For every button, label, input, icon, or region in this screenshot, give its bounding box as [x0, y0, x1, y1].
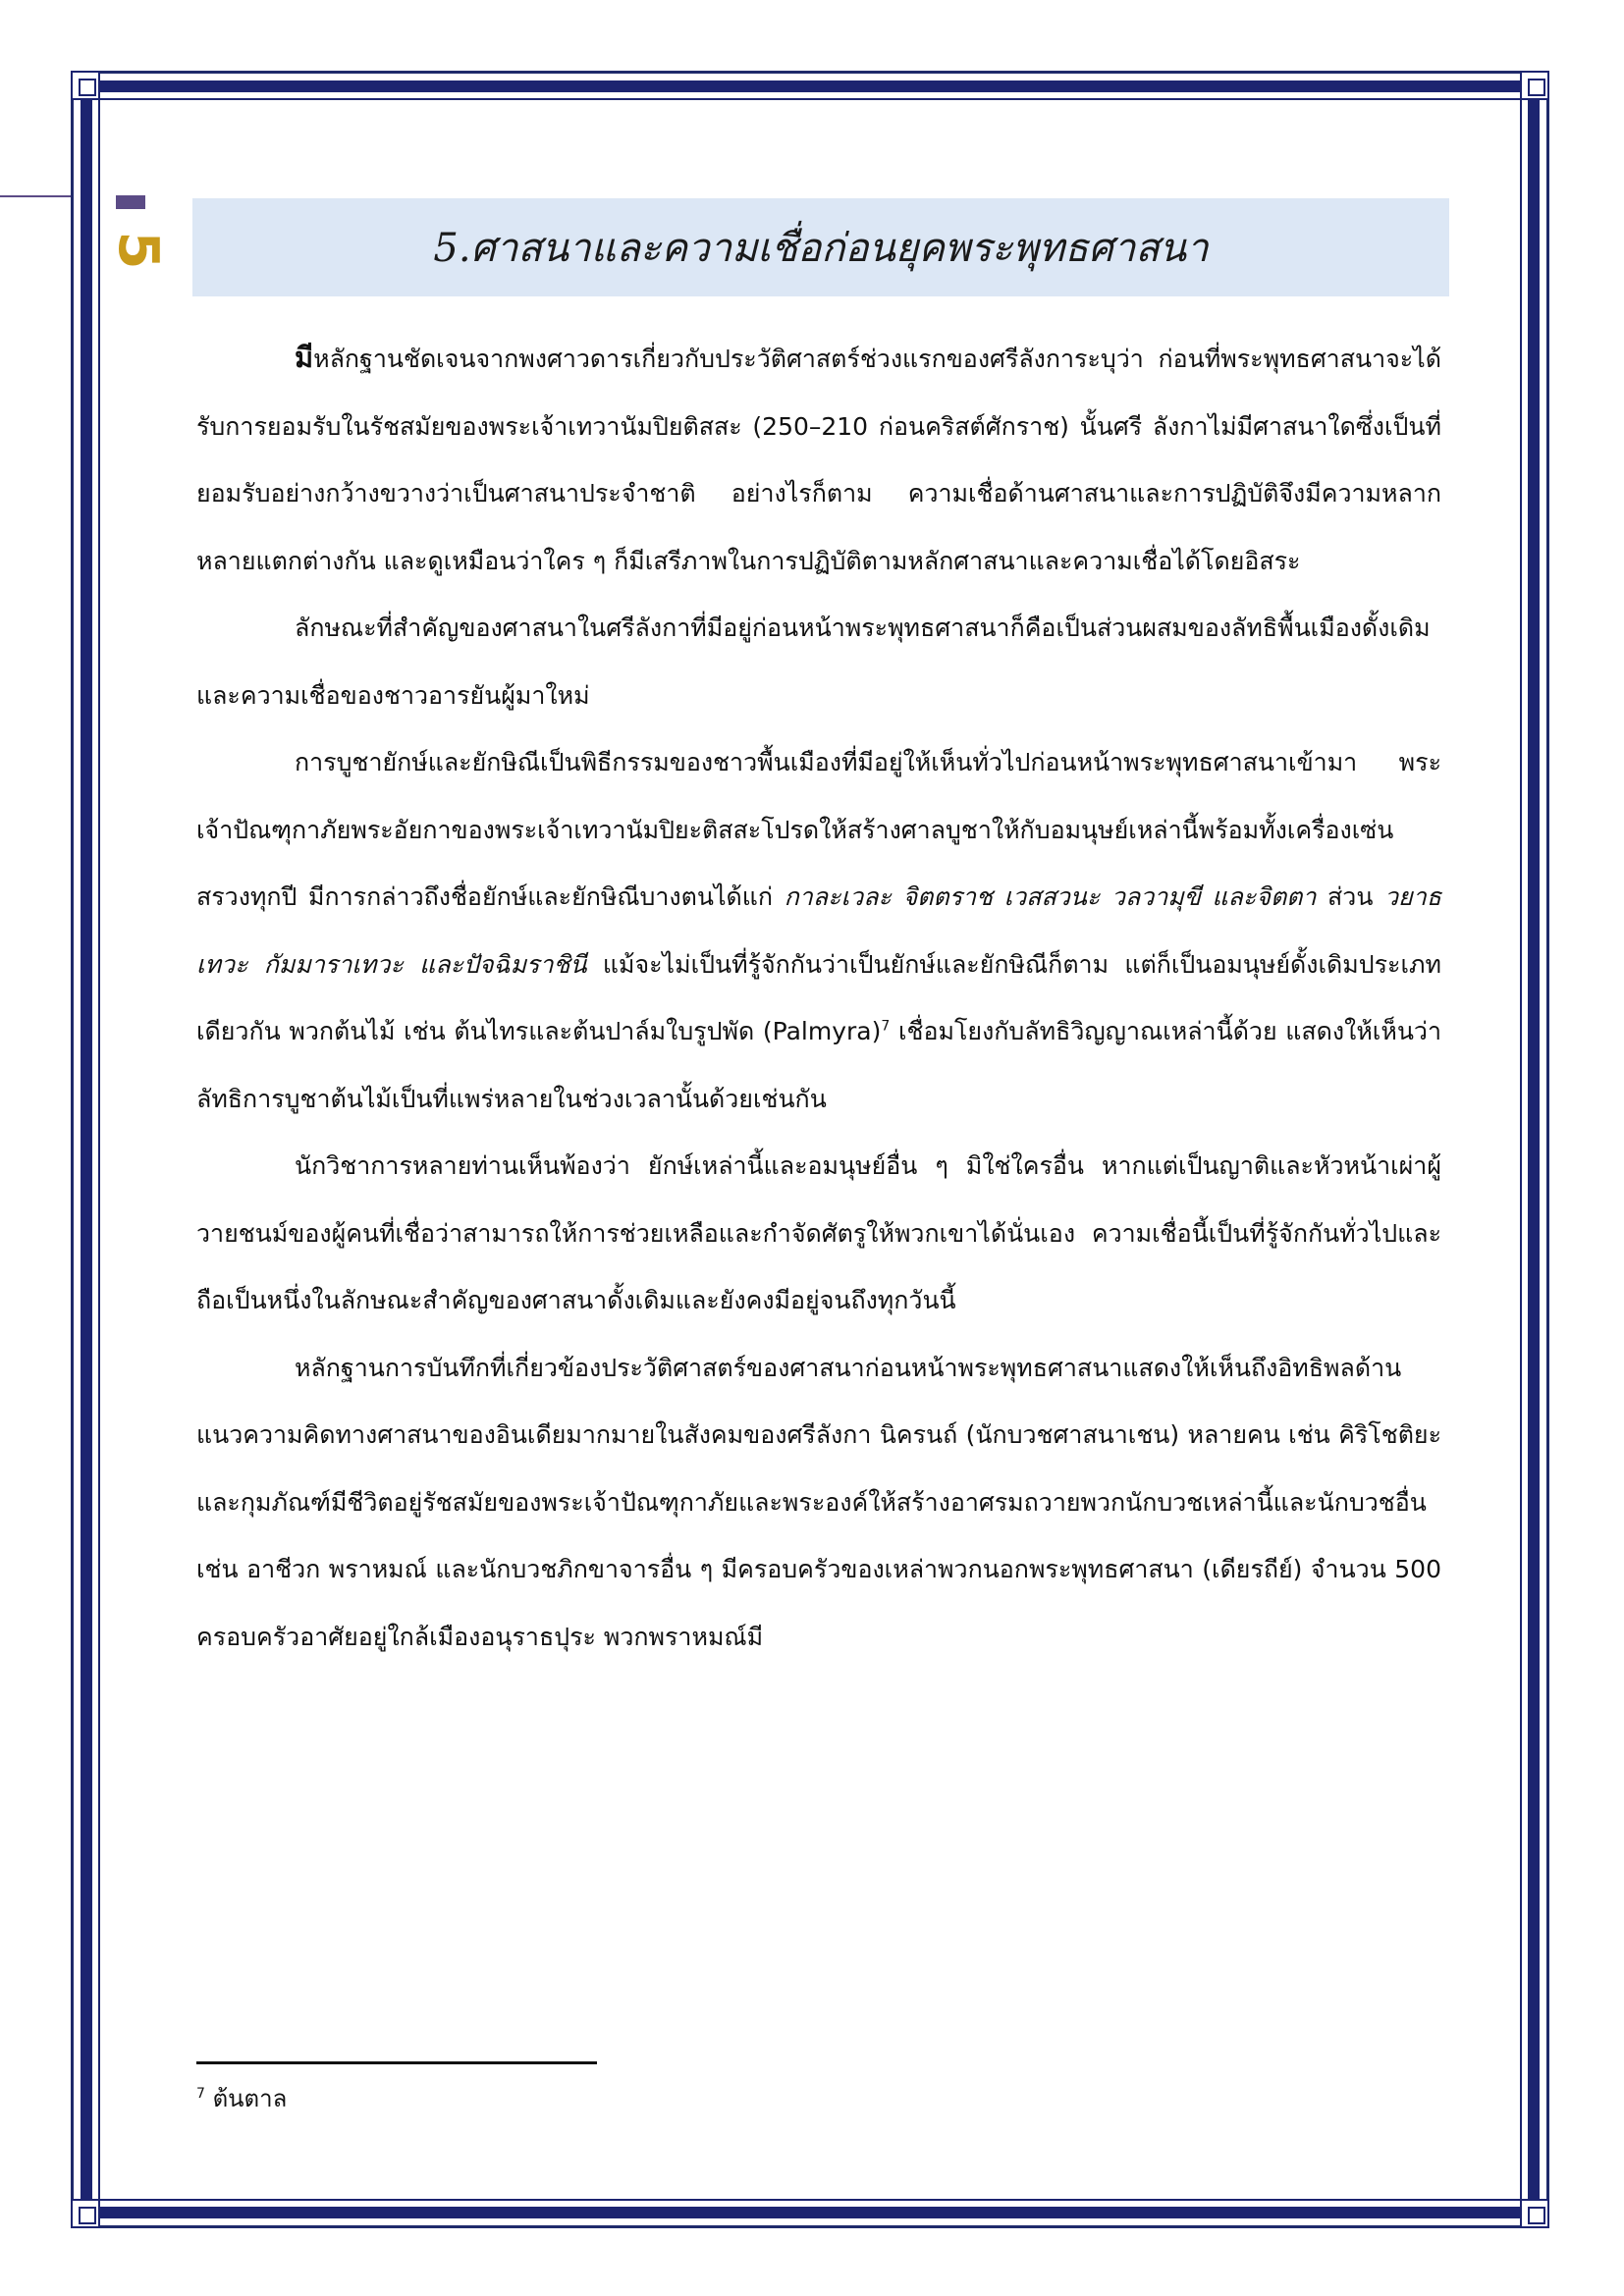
deity-names: วยาธเทวะ กัมมาราเทวะ และปัจฉิมราชินี [196, 882, 1441, 979]
paragraph-text: เชื่อมโยงกับลัทธิวิญญาณเหล่านี้ด้วย แสดงให้เห็นว่า ลัทธิการบูชาต้นไม้เป็นที่แพร่หลายในช่วงเวลานั้นด้วยเช่นกัน [196, 1017, 1441, 1113]
paragraph-lead-word: มี [295, 341, 314, 374]
paragraph-5: หลักฐานการบันทึกที่เกี่ยวข้องประวัติศาสตร์ของศาสนาก่อนหน้าพระพุทธศาสนาแสดงให้เห็นถึงอิทธิพลด้านแนวความคิดทางศาสนาของอินเดียมากมายในสังคมของศรีลังกา นิครนถ์ (นักบวชศาสนาเชน) หลายคน เช่น คิริโชติยะและกุมภัณฑ์มีชีวิตอยู่รัชสมัยของพระเจ้าปัณฑุกาภัยและพระองค์ให้สร้างอาศรมถวายพวกนักบวชเหล่านี้และนักบวชอื่น เช่น อาชีวก พราหมณ์ และนักบวชภิกขาจารอื่น ๆ มีครอบครัวของเหล่าพวกนอกพระพุทธศาสนา (เดียรถีย์) จำนวน 500 ครอบครัวอาศัยอยู่ใกล้เมืองอนุราธปุระ พวกพราหมณ์มี [196, 1353, 1441, 1651]
title-banner [192, 198, 1449, 296]
body-text [196, 324, 1441, 1671]
paragraph-text: หลักฐานชัดเจนจากพงศาวดารเกี่ยวกับประวัติศาสตร์ช่วงแรกของศรีลังการะบุว่า ก่อนที่พระพุทธศาสนาจะได้รับการยอมรับในรัชสมัยของพระเจ้าเทวานัมปิยติสสะ (250–210 ก่อนคริสต์ศักราช) นั้นศรี ลังกาไม่มีศาสนาใดซึ่งเป็นที่ยอมรับอย่างกว้างขวางว่าเป็นศาสนาประจำชาติ อย่างไรก็ตาม ความเชื่อด้านศาสนาและการปฏิบัติจึงมีความหลากหลายแตกต่างกัน และดูเหมือนว่าใคร ๆ ก็มีเสรีภาพในการปฏิบัติตามหลักศาสนาและความเชื่อได้โดยอิสระ [196, 345, 1441, 575]
paragraph-text: ส่วน [1316, 882, 1385, 911]
footnote-reference[interactable]: 7 [881, 1018, 891, 1035]
yaksha-names: กาละเวละ จิตตราช เวสสวนะ วลวามุขี และจิตตา [784, 882, 1317, 911]
paragraph-text: แม้จะไม่เป็นที่รู้จักกันว่าเป็นยักษ์และยักษิณีก็ตาม แต่ก็เป็นอมนุษย์ดั้งเดิมประเภทเดียวกัน พวกต้นไม้ เช่น ต้นไทรและต้นปาล์มใบรูปพัด (Palmyra) [196, 949, 1441, 1045]
paragraph-3 [196, 729, 1441, 1133]
paragraph-text: การบูชายักษ์และยักษิณีเป็นพิธีกรรมของชาวพื้นเมืองที่มีอยู่ให้เห็นทั่วไปก่อนหน้าพระพุทธศาสนาเข้ามา พระเจ้าปัณฑุกาภัยพระอัยกาของพระเจ้าเทวานัมปิยะติสสะโปรดให้สร้างศาลบูชาให้กับอมนุษย์เหล่านี้พร้อมทั้งเครื่องเซ่นสรวงทุกปี มีการกล่าวถึงชื่อยักษ์และยักษิณีบางตนได้แก่ [196, 748, 1441, 911]
corner-ornament-icon [1520, 71, 1549, 100]
corner-ornament-icon [1520, 2199, 1549, 2228]
chapter-number: 5 [106, 231, 170, 270]
footnote-divider [196, 2061, 597, 2064]
side-marker-line [0, 195, 71, 197]
side-marker-tab [116, 195, 145, 209]
corner-ornament-icon [71, 2199, 100, 2228]
paragraph-4: นักวิชาการหลายท่านเห็นพ้องว่า ยักษ์เหล่านี้และอมนุษย์อื่น ๆ มิใช่ใครอื่น หากแต่เป็นญาติและหัวหน้าเผ่าผู้วายชนม์ของผู้คนที่เชื่อว่าสามารถให้การช่วยเหลือและกำจัดศัตรูให้พวกเขาได้นั่นเอง ความเชื่อนี้เป็นที่รู้จักกันทั่วไปและถือเป็นหนึ่งในลักษณะสำคัญของศาสนาดั้งเดิมและยังคงมีอยู่จนถึงทุกวันนี้ [196, 1151, 1441, 1314]
page-title: 5.ศาสนาและความเชื่อก่อนยุคพระพุทธศาสนา [433, 226, 1209, 271]
corner-ornament-icon [71, 71, 100, 100]
footnote [196, 2079, 287, 2118]
paragraph-2: ลักษณะที่สำคัญของศาสนาในศรีลังกาที่มีอยู่ก่อนหน้าพระพุทธศาสนาก็คือเป็นส่วนผสมของลัทธิพื้นเมืองดั้งเดิมและความเชื่อของชาวอารยันผู้มาใหม่ [196, 614, 1431, 710]
footnote-text: ต้นตาล [212, 2085, 288, 2112]
footnote-number: 7 [196, 2086, 205, 2102]
paragraph-1 [196, 324, 1441, 595]
